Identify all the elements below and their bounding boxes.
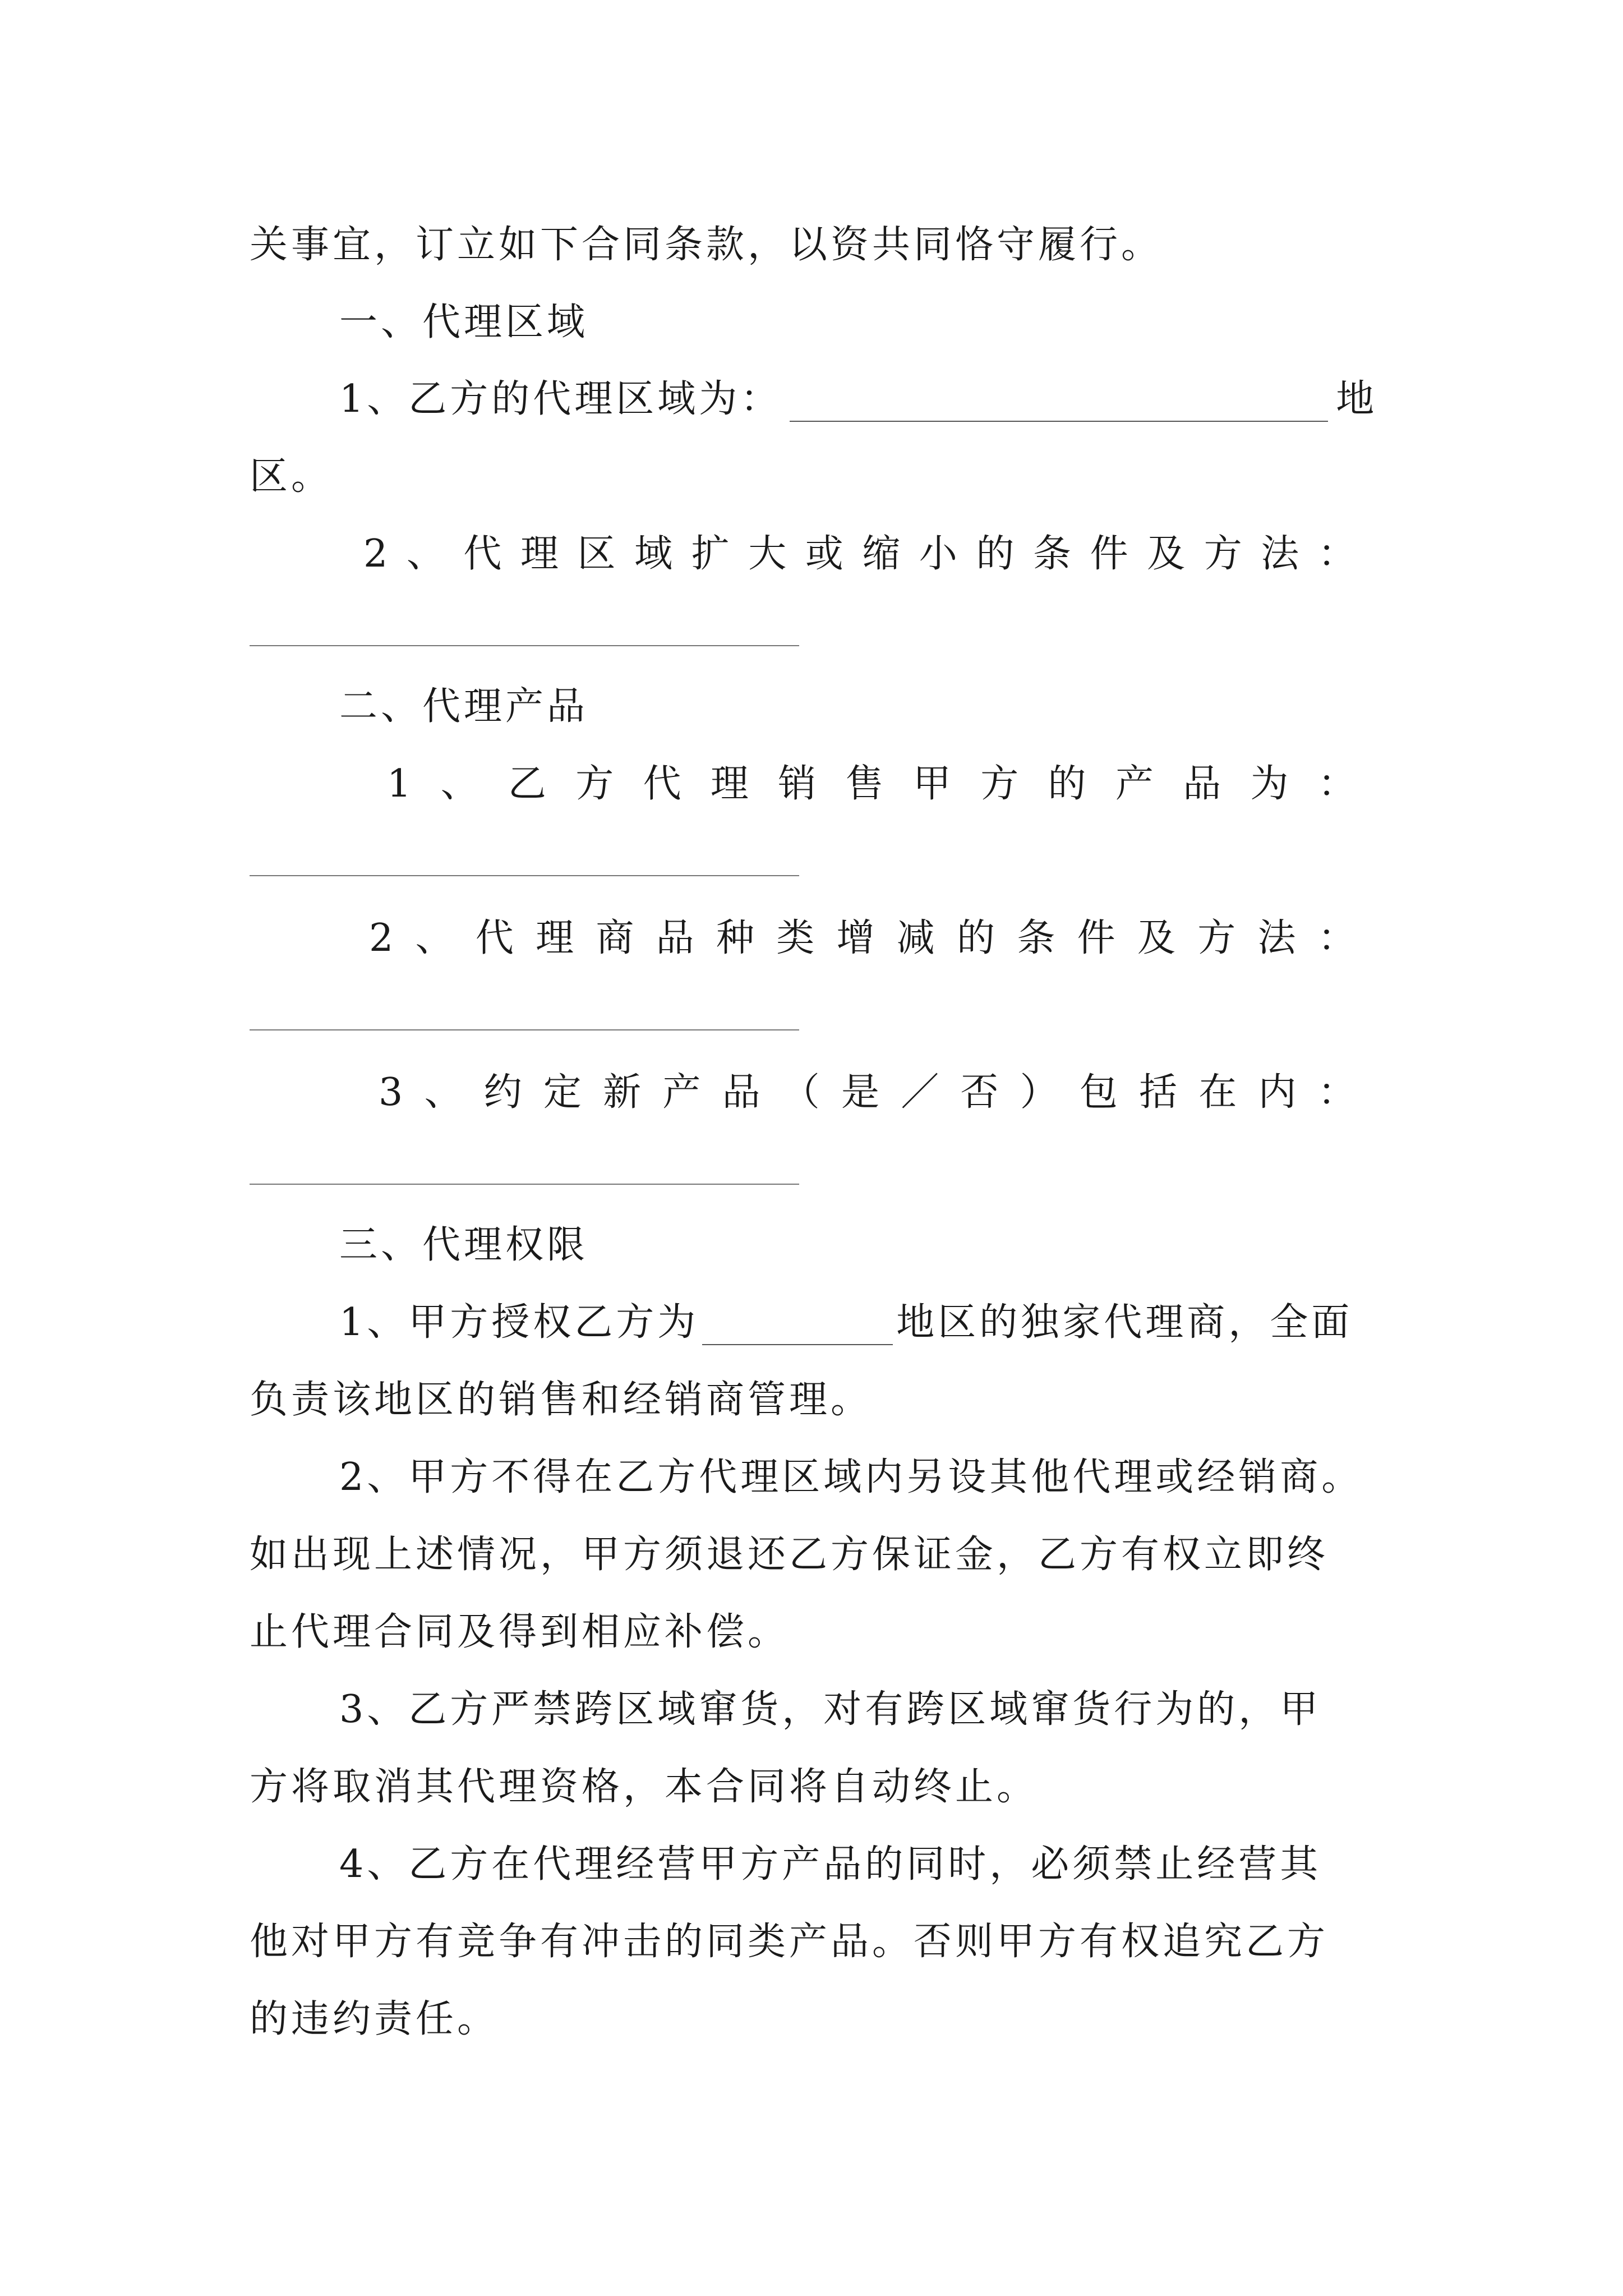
char: 代 bbox=[643, 762, 681, 806]
char: 新 bbox=[603, 1070, 642, 1115]
section-2-item-1 bbox=[387, 762, 1356, 807]
section-2-item-3 bbox=[379, 1070, 1356, 1115]
section-1-item-1-cont: 区。 bbox=[250, 454, 333, 499]
blank-rule bbox=[250, 875, 799, 876]
section-3-item-3-line-2: 方将取消其代理资格，本合同将自动终止。 bbox=[250, 1765, 1039, 1809]
section-2-heading: 二、代理产品 bbox=[339, 684, 589, 729]
section-1-item-2 bbox=[363, 532, 1356, 577]
char: 减 bbox=[896, 916, 935, 960]
region-blank bbox=[790, 386, 1328, 422]
char: 甲 bbox=[912, 762, 951, 806]
char: 及 bbox=[1147, 532, 1186, 576]
char: 方 bbox=[575, 762, 614, 806]
char: 域 bbox=[634, 532, 673, 576]
char: 乙 bbox=[508, 762, 546, 806]
char: 是 bbox=[841, 1070, 880, 1115]
char: 扩 bbox=[691, 532, 730, 576]
char: 品 bbox=[656, 916, 694, 960]
blank-rule bbox=[250, 1029, 799, 1030]
region-blank bbox=[702, 1309, 893, 1345]
item-text: 1、甲方授权乙方为 bbox=[339, 1300, 699, 1345]
char: 2 bbox=[369, 916, 394, 960]
char: ： bbox=[1317, 762, 1356, 806]
char: 方 bbox=[1204, 532, 1242, 576]
char: 代 bbox=[475, 916, 514, 960]
intro-line: 关事宜，订立如下合同条款，以资共同恪守履行。 bbox=[250, 223, 1163, 267]
char: 在 bbox=[1198, 1070, 1237, 1115]
char: 理 bbox=[520, 532, 559, 576]
char: 代 bbox=[463, 532, 502, 576]
item-text-suffix: 地 bbox=[1336, 377, 1378, 421]
char: 的 bbox=[976, 532, 1015, 576]
section-3-item-4-line-3: 的违约责任。 bbox=[250, 1997, 499, 2041]
section-3-item-4-line-1: 4、乙方在代理经营甲方产品的同时，必须禁止经营其 bbox=[339, 1842, 1322, 1887]
char: 大 bbox=[748, 532, 787, 576]
char: 、 bbox=[440, 762, 479, 806]
blank-rule bbox=[250, 645, 799, 646]
section-3-item-1-cont: 负责该地区的销售和经销商管理。 bbox=[250, 1378, 873, 1422]
char: 产 bbox=[662, 1070, 701, 1115]
char: 、 bbox=[415, 916, 454, 960]
char: 的 bbox=[957, 916, 995, 960]
section-3-item-3-line-1: 3、乙方严禁跨区域窜货，对有跨区域窜货行为的，甲 bbox=[339, 1687, 1322, 1732]
blank-rule bbox=[250, 1184, 799, 1185]
char: 、 bbox=[424, 1070, 463, 1115]
char: （ bbox=[781, 1070, 820, 1115]
char: 区 bbox=[577, 532, 616, 576]
char: 否 bbox=[960, 1070, 999, 1115]
char: ： bbox=[1317, 532, 1356, 576]
char: 3 bbox=[379, 1070, 403, 1115]
section-3-item-2-line-2: 如出现上述情况，甲方须退还乙方保证金，乙方有权立即终 bbox=[250, 1533, 1329, 1577]
char: 产 bbox=[1115, 762, 1154, 806]
char: 条 bbox=[1017, 916, 1055, 960]
char: 约 bbox=[483, 1070, 522, 1115]
section-2-item-2 bbox=[369, 916, 1356, 961]
section-3-item-4-line-2: 他对甲方有竞争有冲击的同类产品。否则甲方有权追究乙方 bbox=[250, 1920, 1329, 1964]
section-3-item-2-line-3: 止代理合同及得到相应补偿。 bbox=[250, 1610, 790, 1654]
char: 方 bbox=[980, 762, 1019, 806]
char: 类 bbox=[776, 916, 815, 960]
char: 及 bbox=[1137, 916, 1175, 960]
char: 条 bbox=[1033, 532, 1072, 576]
char: 商 bbox=[596, 916, 634, 960]
item-text: 1、乙方的代理区域为： bbox=[339, 377, 782, 421]
char: 缩 bbox=[862, 532, 901, 576]
char: 、 bbox=[406, 532, 445, 576]
char: 销 bbox=[778, 762, 817, 806]
char: 理 bbox=[536, 916, 574, 960]
char: 品 bbox=[1183, 762, 1221, 806]
char: 增 bbox=[836, 916, 875, 960]
char: 1 bbox=[387, 762, 412, 806]
char: ） bbox=[1020, 1070, 1058, 1115]
section-1-item-1 bbox=[339, 377, 1394, 422]
char: 的 bbox=[1048, 762, 1086, 806]
char: 方 bbox=[1197, 916, 1236, 960]
char: 件 bbox=[1077, 916, 1115, 960]
section-3-item-2-line-1: 2、甲方不得在乙方代理区域内另设其他代理或经销商。 bbox=[339, 1455, 1363, 1499]
char: 法 bbox=[1261, 532, 1299, 576]
char: 或 bbox=[805, 532, 843, 576]
section-1-heading: 一、代理区域 bbox=[339, 300, 589, 344]
item-text-suffix: 地区的独家代理商，全面 bbox=[896, 1300, 1353, 1345]
char: 括 bbox=[1139, 1070, 1178, 1115]
char: 品 bbox=[722, 1070, 760, 1115]
char: 法 bbox=[1257, 916, 1296, 960]
char: 理 bbox=[710, 762, 749, 806]
char: 种 bbox=[716, 916, 754, 960]
char: 件 bbox=[1090, 532, 1128, 576]
char: 售 bbox=[845, 762, 884, 806]
char: 2 bbox=[363, 532, 388, 576]
char: ： bbox=[1317, 1070, 1356, 1115]
char: 为 bbox=[1250, 762, 1289, 806]
char: ： bbox=[1317, 916, 1356, 960]
char: 包 bbox=[1079, 1070, 1118, 1115]
char: 定 bbox=[543, 1070, 582, 1115]
char: ／ bbox=[901, 1070, 939, 1115]
section-3-item-1 bbox=[339, 1300, 1394, 1345]
section-3-heading: 三、代理权限 bbox=[339, 1223, 589, 1267]
char: 内 bbox=[1258, 1070, 1297, 1115]
char: 小 bbox=[919, 532, 957, 576]
